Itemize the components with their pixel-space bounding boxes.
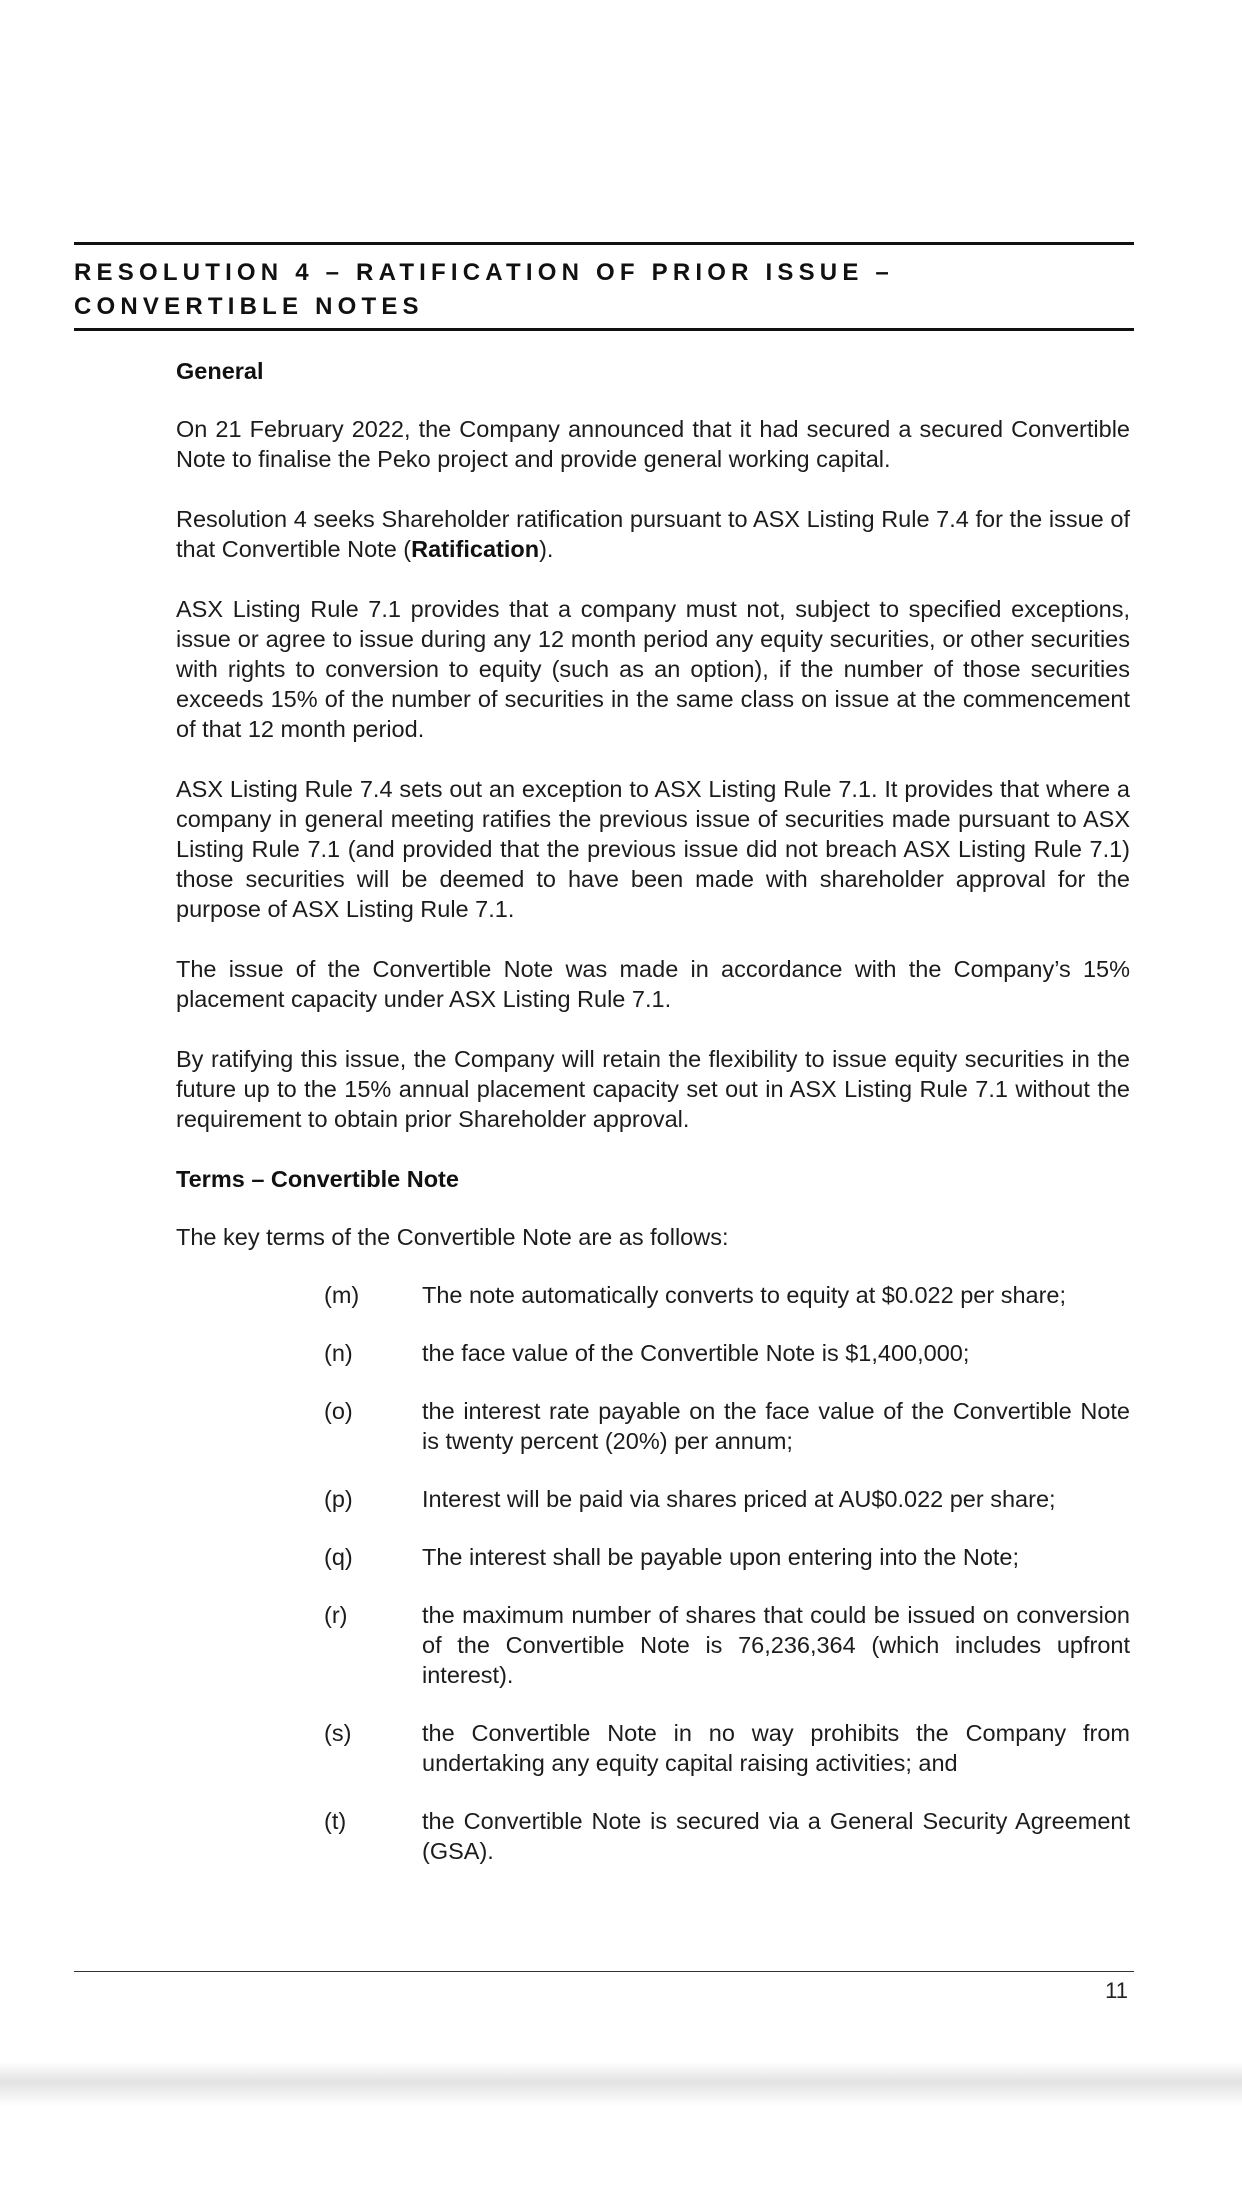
list-item-text: the maximum number of shares that could be issued on conversion of the Convertible Note is 76,236,364 (which includes upfront interest).	[422, 1602, 1130, 1688]
list-item	[324, 1396, 1130, 1456]
list-item	[324, 1542, 1130, 1572]
terms-intro: The key terms of the Convertible Note are as follows:	[176, 1224, 729, 1250]
general-paragraph-2-start: Resolution 4 seeks Shareholder ratification pursuant to ASX Listing Rule 7.4 for the issue of that Convertible Note (	[176, 506, 1130, 562]
general-heading: General	[176, 358, 264, 384]
list-item	[324, 1338, 1130, 1368]
list-item-text: Interest will be paid via shares priced at AU$0.022 per share;	[422, 1486, 1056, 1512]
ratification-term: Ratification	[411, 536, 540, 562]
list-item-text: the face value of the Convertible Note is $1,400,000;	[422, 1340, 970, 1366]
general-paragraph-1: On 21 February 2022, the Company announced that it had secured a secured Convertible Note to finalise the Peko project and provide general working capital.	[176, 416, 1130, 472]
list-item-marker: (q)	[324, 1544, 353, 1570]
list-item-marker: (n)	[324, 1340, 353, 1366]
list-item	[324, 1806, 1130, 1866]
list-item-text: The interest shall be payable upon entering into the Note;	[422, 1544, 1020, 1570]
list-item-marker: (t)	[324, 1808, 347, 1834]
list-item	[324, 1280, 1130, 1310]
general-paragraph-3: ASX Listing Rule 7.1 provides that a company must not, subject to specified exceptions, issue or agree to issue during any 12 month period any equity securities, or other securities with rights to conversion to equity (such as an option), if the number of those securities exceeds 15% of the number of securities in the same class on issue at the commencement of that 12 month period.	[176, 596, 1130, 742]
general-paragraph-2	[176, 504, 1130, 564]
list-item-text: The note automatically converts to equity at $0.022 per share;	[422, 1282, 1067, 1308]
list-item-marker: (m)	[324, 1282, 360, 1308]
terms-list	[324, 1280, 1130, 1866]
resolution-heading: RESOLUTION 4 – RATIFICATION OF PRIOR ISSUE – CONVERTIBLE NOTES	[74, 259, 894, 320]
footer-divider	[74, 1971, 1134, 1972]
list-item-text: the Convertible Note is secured via a General Security Agreement (GSA).	[422, 1808, 1130, 1864]
general-paragraph-6: By ratifying this issue, the Company will retain the flexibility to issue equity securities in the future up to the 15% annual placement capacity set out in ASX Listing Rule 7.1 without the requirement to obtain prior Shareholder approval.	[176, 1046, 1130, 1132]
terms-heading: Terms – Convertible Note	[176, 1166, 459, 1192]
general-paragraph-5: The issue of the Convertible Note was made in accordance with the Company’s 15% placement capacity under ASX Listing Rule 7.1.	[176, 956, 1130, 1012]
list-item-text: the Convertible Note in no way prohibits the Company from undertaking any equity capital raising activities; and	[422, 1720, 1130, 1776]
page-number: 11	[1105, 1978, 1128, 2003]
resolution-heading-block	[74, 242, 1134, 331]
list-item	[324, 1600, 1130, 1690]
list-item-marker: (o)	[324, 1398, 353, 1424]
list-item-marker: (s)	[324, 1720, 352, 1746]
list-item	[324, 1484, 1130, 1514]
page-bottom-shadow	[0, 2062, 1242, 2106]
list-item	[324, 1718, 1130, 1778]
list-item-text: the interest rate payable on the face value of the Convertible Note is twenty percent (20%) per annum;	[422, 1398, 1130, 1454]
general-paragraph-4: ASX Listing Rule 7.4 sets out an exception to ASX Listing Rule 7.1. It provides that where a company in general meeting ratifies the previous issue of securities made pursuant to ASX Listing Rule 7.1 (and provided that the previous issue did not breach ASX Listing Rule 7.1) those securities will be deemed to have been made with shareholder approval for the purpose of ASX Listing Rule 7.1.	[176, 776, 1130, 922]
general-paragraph-2-end: ).	[539, 536, 554, 562]
resolution-body	[176, 356, 1130, 1894]
list-item-marker: (r)	[324, 1602, 348, 1628]
list-item-marker: (p)	[324, 1486, 353, 1512]
